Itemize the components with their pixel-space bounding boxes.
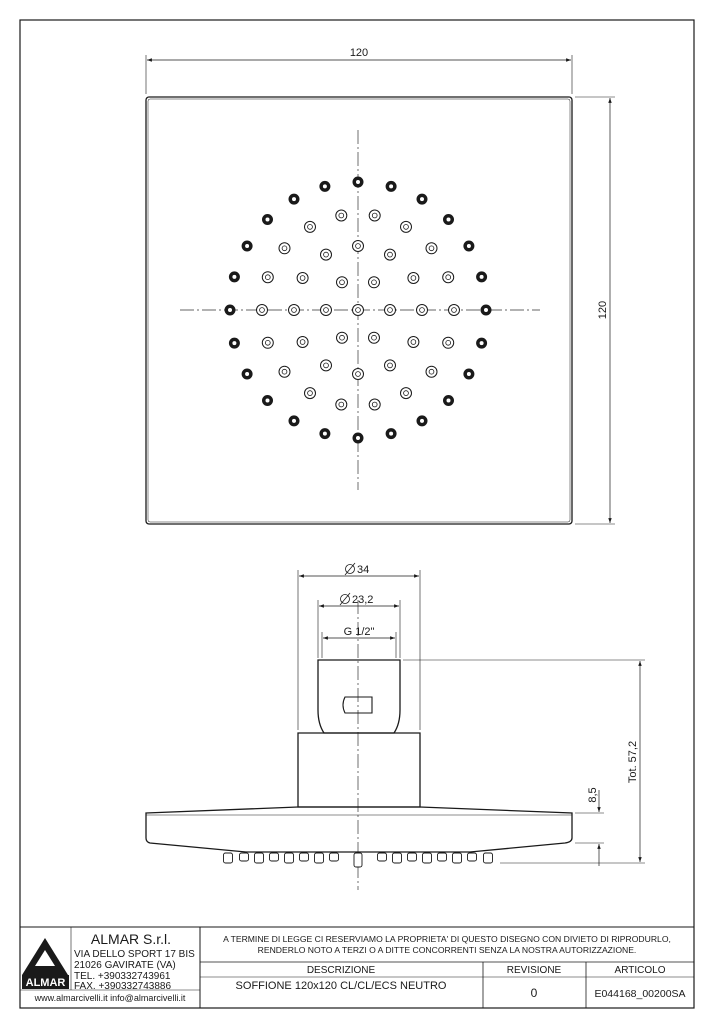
nozzle-hole	[446, 217, 451, 222]
title-block	[20, 927, 694, 1008]
nozzle-hole	[339, 402, 344, 407]
nozzle-hole	[446, 275, 451, 280]
nozzle-hole	[300, 276, 305, 281]
nozzle-hole	[372, 213, 377, 218]
side-nozzles	[224, 853, 493, 867]
nozzle-hole	[388, 308, 393, 313]
side-nozzle	[255, 853, 264, 863]
nozzle-hole	[484, 308, 489, 313]
side-nozzle	[330, 853, 339, 861]
company-fax: FAX. +390332743886	[74, 981, 172, 992]
swivel-body	[298, 733, 420, 807]
width-dimension-value: 120	[349, 47, 369, 59]
nozzle-hole	[265, 398, 270, 403]
nozzle-hole	[232, 275, 237, 280]
nozzle-hole	[282, 246, 287, 251]
nozzle-hole	[404, 225, 409, 230]
nozzle-hole	[411, 276, 416, 281]
nozzle-hole	[467, 372, 472, 377]
thickness-value: 8,5	[587, 787, 599, 803]
side-nozzle	[315, 853, 324, 863]
side-nozzle	[224, 853, 233, 863]
nozzle-hole	[245, 244, 250, 249]
nozzle-hole	[446, 340, 451, 345]
notice-line-2: RENDERLO NOTO A TERZI O A DITTE CONCORRENTI SENZA LA NOSTRA AUTORIZZAZIONE.	[257, 945, 637, 955]
company-web: www.almarcivelli.it info@almarcivelli.it	[34, 993, 186, 1003]
nozzle-hole	[292, 419, 297, 424]
article-header: ARTICOLO	[614, 965, 666, 976]
nozzle-hole	[340, 335, 345, 340]
description-header: DESCRIZIONE	[306, 965, 376, 976]
notice-line-1: A TERMINE DI LEGGE CI RESERVIAMO LA PROPRIETA' DI QUESTO DISEGNO CON DIVIETO DI RIPRODURLO,	[223, 934, 671, 944]
nozzle-hole	[467, 244, 472, 249]
nozzle-hole	[446, 398, 451, 403]
height-dimension-value: 120	[597, 300, 609, 320]
company-address-1: VIA DELLO SPORT 17 BIS	[74, 949, 195, 960]
nozzle-hole	[323, 184, 328, 189]
nozzle-hole	[411, 340, 416, 345]
nozzle-hole	[356, 180, 361, 185]
nozzle-hole	[232, 341, 237, 346]
company-tel: TEL. +390332743961	[74, 971, 171, 982]
nozzle-hole	[260, 308, 265, 313]
nozzle-hole	[324, 308, 329, 313]
nozzle-hole	[372, 402, 377, 407]
nozzle-hole	[429, 369, 434, 374]
logo-text: ALMAR	[25, 977, 66, 989]
nozzle-hole	[265, 340, 270, 345]
dia34-value: 34	[357, 564, 370, 576]
nozzle-hole	[292, 308, 297, 313]
nozzle-hole	[429, 246, 434, 251]
nozzle-hole	[372, 335, 377, 340]
nozzle-hole	[324, 252, 329, 257]
side-nozzle	[354, 853, 362, 867]
dia34-label	[345, 563, 369, 576]
side-nozzle	[408, 853, 417, 861]
nozzle-hole	[308, 225, 313, 230]
nozzle-hole	[300, 340, 305, 345]
nozzle-hole	[340, 280, 345, 285]
nozzle-hole	[420, 197, 425, 202]
side-nozzle	[270, 853, 279, 861]
nozzle-hole	[245, 372, 250, 377]
dia23-value: 23,2	[352, 594, 374, 606]
side-nozzle	[453, 853, 462, 863]
side-nozzle	[438, 853, 447, 861]
nozzle-hole	[479, 341, 484, 346]
description-value: SOFFIONE 120x120 CL/CL/ECS NEUTRO	[235, 980, 447, 992]
nozzle-hole	[388, 363, 393, 368]
nozzle-hole	[404, 391, 409, 396]
nozzle-hole	[388, 252, 393, 257]
thread-value: G 1/2"	[343, 626, 375, 638]
nozzle-hole	[356, 308, 361, 313]
nozzle-hole	[339, 213, 344, 218]
side-nozzle	[393, 853, 402, 863]
nozzle-hole	[389, 184, 394, 189]
total-height-value: Tot. 57,2	[627, 740, 639, 784]
dia23-label	[340, 593, 373, 606]
side-nozzle	[300, 853, 309, 861]
article-value: E044168_00200SA	[594, 988, 686, 1000]
nozzle-hole	[265, 217, 270, 222]
nozzle-hole	[356, 244, 361, 249]
nozzle-hole	[479, 275, 484, 280]
nozzle-hole	[372, 280, 377, 285]
almar-logo	[22, 937, 69, 989]
nozzle-hole	[228, 308, 233, 313]
nozzle-hole	[292, 197, 297, 202]
nozzle-hole	[356, 372, 361, 377]
side-nozzle	[484, 853, 493, 863]
nozzle-hole	[420, 308, 425, 313]
nozzle-hole	[324, 363, 329, 368]
nozzle-hole	[282, 369, 287, 374]
side-nozzle	[423, 853, 432, 863]
nozzle-hole	[265, 275, 270, 280]
plate-profile	[146, 807, 572, 852]
side-nozzle	[468, 853, 477, 861]
side-nozzle	[285, 853, 294, 863]
nozzle-hole	[356, 436, 361, 441]
company-name: ALMAR S.r.l.	[90, 931, 172, 947]
connector-slot	[343, 697, 372, 713]
top-view	[146, 47, 615, 524]
side-view	[146, 563, 645, 890]
nozzle-hole	[389, 431, 394, 436]
side-nozzle	[240, 853, 249, 861]
company-address-2: 21026 GAVIRATE (VA)	[74, 960, 176, 971]
nozzle-hole	[323, 431, 328, 436]
revision-header: REVISIONE	[506, 965, 562, 976]
side-nozzle	[378, 853, 387, 861]
nozzle-hole	[420, 419, 425, 424]
nozzle-hole	[452, 308, 457, 313]
revision-value: 0	[530, 986, 538, 1000]
nozzle-hole	[308, 391, 313, 396]
